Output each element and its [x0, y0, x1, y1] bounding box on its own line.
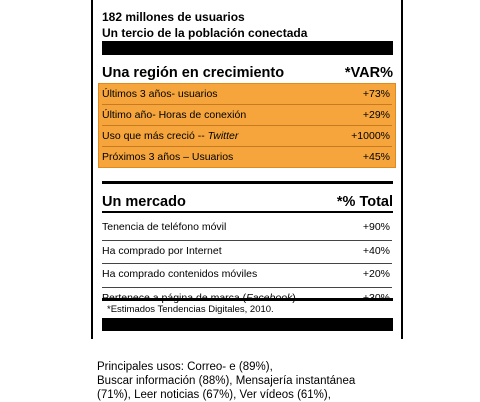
region-row-label — [102, 130, 238, 142]
region-row — [102, 84, 392, 104]
footnote: *Estimados Tendencias Digitales, 2010. — [107, 304, 274, 315]
black-bar-top — [102, 41, 393, 55]
region-metric-label: *VAR% — [344, 65, 393, 81]
region-row-label: Último año- Horas de conexión — [102, 108, 247, 121]
market-row — [102, 217, 392, 237]
market-row-label: Tenencia de teléfono móvil — [102, 221, 227, 233]
market-row-label: Ha comprado contenidos móviles — [102, 267, 258, 280]
market-row-value: +40% — [362, 244, 390, 257]
region-row — [102, 104, 392, 124]
black-bar-bottom — [102, 318, 393, 331]
market-metric-label: *% Total — [336, 194, 393, 210]
market-row — [102, 240, 392, 260]
market-row-value: +90% — [362, 221, 390, 233]
usage-line: (71%), Leer noticias (67%), Ver vídeos (61%), — [97, 389, 331, 401]
black-bar-footnote-top — [102, 298, 393, 301]
region-row-label: Próximos 3 años – Usuarios — [102, 150, 234, 163]
market-section-title: Un mercado — [102, 194, 186, 210]
twitter-label: Twitter — [207, 129, 239, 142]
market-row-value: +20% — [362, 267, 390, 280]
region-row-label-prefix: Uso que más creció -- — [102, 129, 208, 142]
headline-users: 182 millones de usuarios — [102, 10, 245, 24]
usage-line: Buscar información (88%), Mensajería instantánea — [97, 375, 356, 387]
region-row-value: +73% — [362, 88, 390, 100]
region-row-value: +1000% — [351, 129, 390, 142]
usage-line: Principales usos: Correo- e (89%), — [97, 361, 273, 373]
region-row — [102, 125, 392, 145]
region-row-value: +29% — [362, 108, 390, 121]
region-section-title: Una región en crecimiento — [102, 65, 285, 81]
usage-summary-text — [97, 360, 437, 402]
black-divider-thin — [102, 181, 393, 184]
market-row-label: Ha comprado por Internet — [102, 244, 222, 257]
region-row — [102, 146, 392, 166]
black-divider-under-title — [102, 211, 393, 213]
headline-population: Un tercio de la población conectada — [102, 26, 308, 40]
region-row-label: Últimos 3 años- usuarios — [102, 88, 218, 100]
region-row-value: +45% — [362, 150, 390, 163]
market-row — [102, 263, 392, 283]
